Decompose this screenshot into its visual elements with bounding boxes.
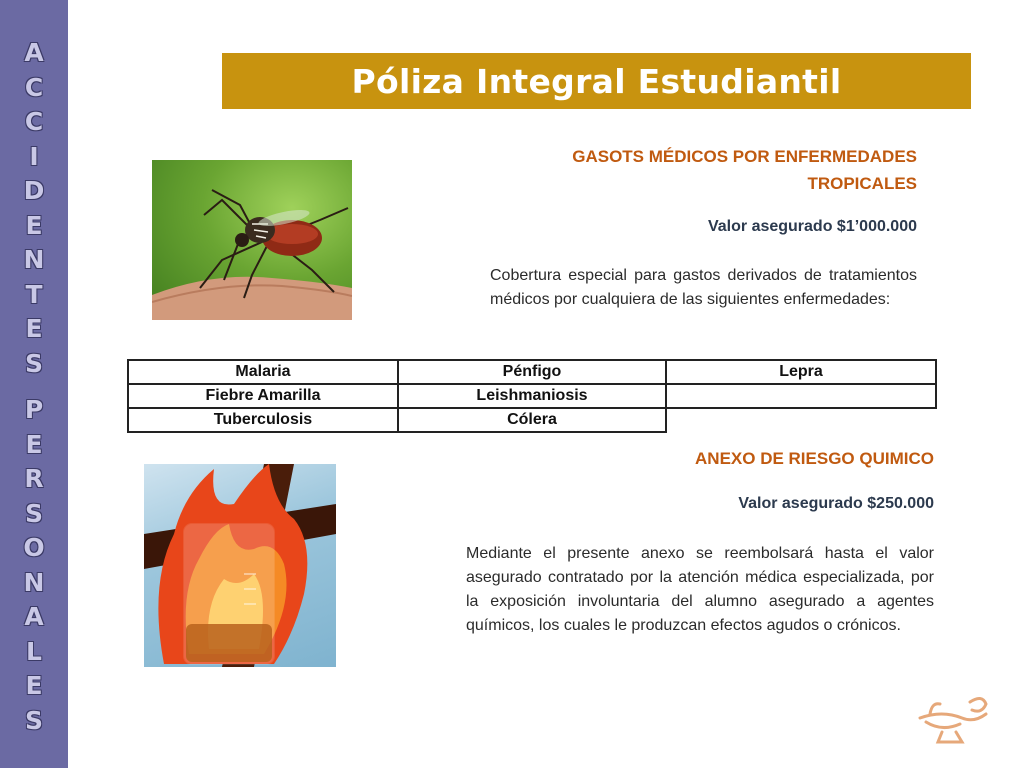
table-cell — [666, 384, 936, 408]
table-cell: Pénfigo — [398, 360, 666, 384]
sidebar-letter: E — [25, 314, 43, 343]
table-row — [128, 408, 936, 432]
sidebar-letter: R — [24, 464, 44, 493]
page-title: Póliza Integral Estudiantil — [351, 61, 842, 101]
insured-value-chemical: Valor asegurado $250.000 — [738, 495, 934, 512]
sidebar-letter: S — [24, 705, 43, 735]
table-cell: Cólera — [398, 408, 666, 432]
sidebar-letter: I — [29, 141, 39, 171]
table-cell: Fiebre Amarilla — [128, 384, 398, 408]
sidebar-letter: A — [24, 602, 44, 631]
sidebar-letter: S — [24, 498, 43, 528]
description-tropical: Cobertura especial para gastos derivados de tratamientos médicos por cualquiera de las siguientes enfermedades: — [490, 267, 917, 308]
mosquito-image — [152, 160, 352, 320]
sidebar-letter: P — [24, 395, 44, 424]
oil-lamp-icon — [912, 688, 992, 748]
diseases-table — [127, 359, 937, 433]
sidebar-letter: D — [23, 176, 45, 205]
table-cell-empty — [666, 408, 936, 432]
sidebar-letter: A — [24, 38, 44, 67]
sidebar-band — [0, 0, 68, 768]
table-cell: Tuberculosis — [128, 408, 398, 432]
sidebar-letter: E — [25, 429, 43, 459]
insured-value-tropical: Valor asegurado $1’000.000 — [707, 218, 917, 235]
description-chemical: Mediante el presente anexo se reembolsará hasta el valor asegurado contratado por la atención médica especializada, por la exposición involuntaria del alumno asegurado a agentes químicos, los cuales le produzcan efectos agudos o crónicos. — [466, 545, 934, 634]
sidebar-letter: O — [23, 533, 45, 562]
vertical-word-personales — [0, 393, 68, 738]
sidebar-letter: L — [26, 636, 42, 666]
heading-line-1: GASOTS MÉDICOS POR ENFERMEDADES — [572, 147, 917, 166]
table-cell: Leishmaniosis — [398, 384, 666, 408]
table-cell: Malaria — [128, 360, 398, 384]
table-cell: Lepra — [666, 360, 936, 384]
sidebar-letter: N — [23, 245, 45, 274]
burning-beaker-image — [144, 464, 336, 667]
sidebar-letter: C — [24, 107, 44, 136]
sidebar-letter: C — [24, 72, 44, 102]
sidebar-letter: E — [25, 671, 43, 700]
sidebar-letter: E — [25, 210, 43, 240]
sidebar-letter: N — [23, 567, 45, 597]
title-banner — [222, 53, 971, 109]
vertical-word-accidentes — [0, 36, 68, 381]
section-heading-tropical — [520, 143, 917, 197]
heading-line-2: TROPICALES — [807, 174, 917, 193]
table-row — [128, 384, 936, 408]
section-heading-chemical: ANEXO DE RIESGO QUIMICO — [695, 449, 934, 468]
table-row — [128, 360, 936, 384]
sidebar-letter: S — [24, 348, 43, 378]
sidebar-letter: T — [25, 279, 43, 309]
